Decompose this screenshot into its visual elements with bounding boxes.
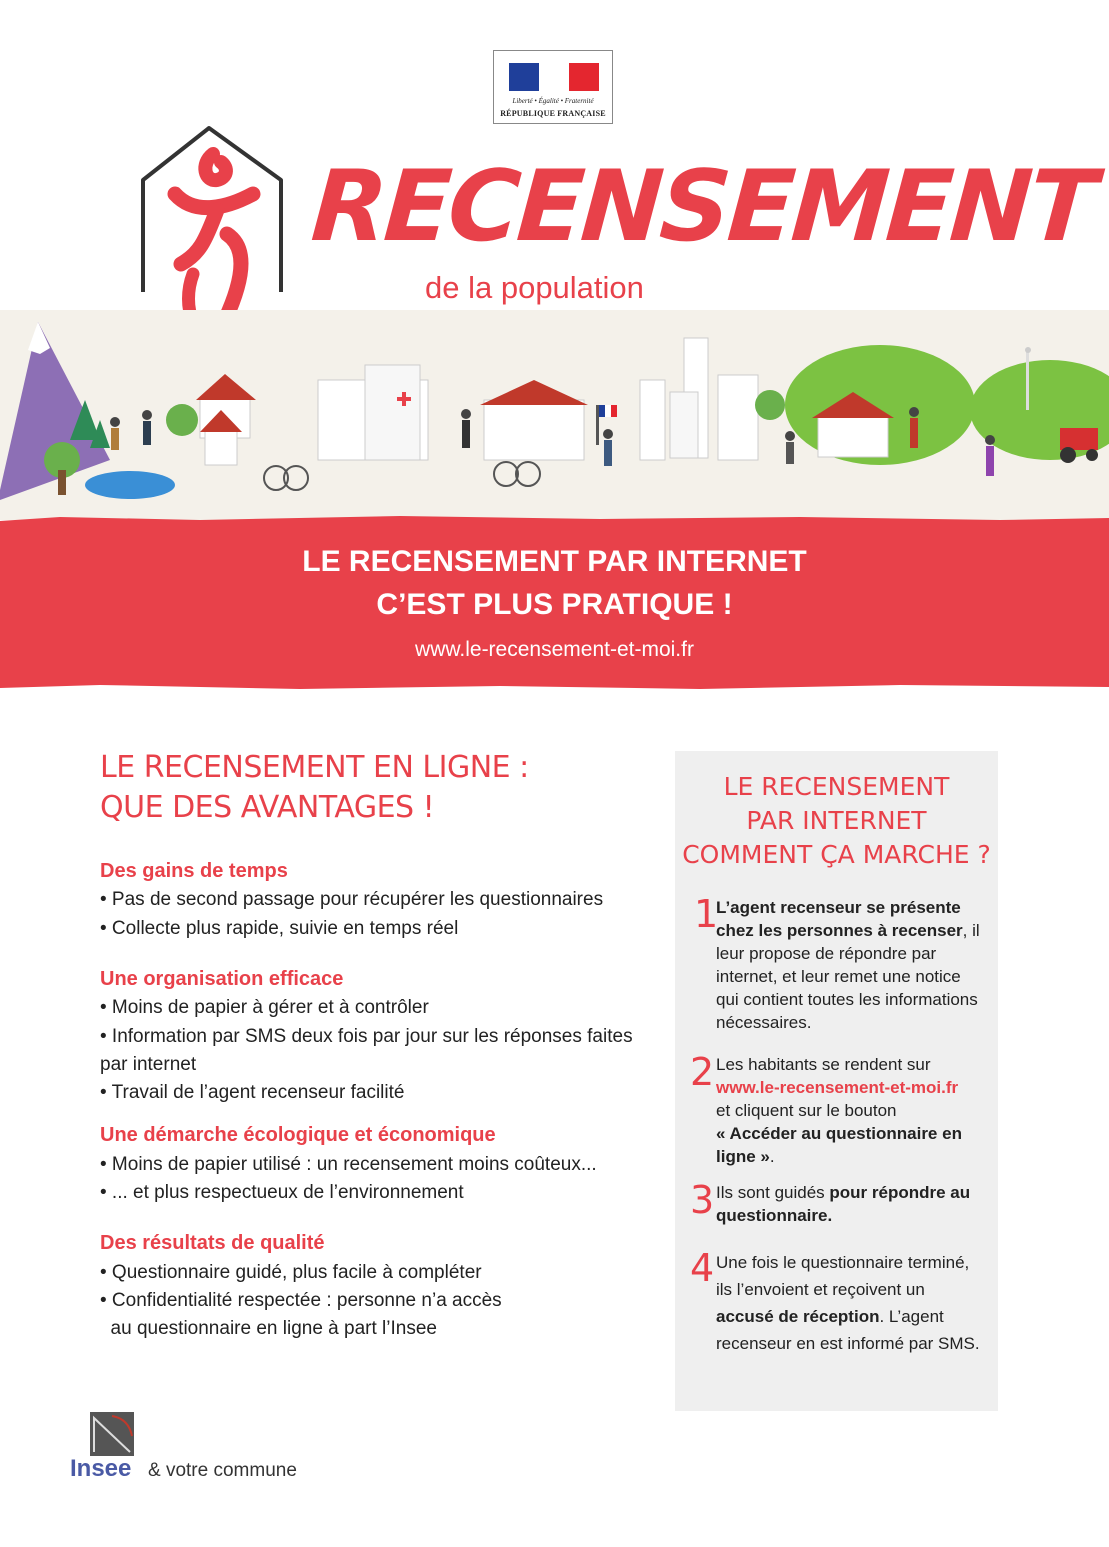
banner-url-link[interactable]: www.le-recensement-et-moi.fr (415, 638, 694, 661)
section-heading-ecology: Une démarche écologique et économique (100, 1124, 496, 1146)
step-text (716, 1181, 986, 1227)
step-number: 4 (690, 1246, 715, 1290)
bullet-item: au questionnaire en ligne à part l’Insee (100, 1318, 437, 1339)
village-illustration (0, 310, 1109, 520)
bullet-item: • ... et plus respectueux de l’environnement (100, 1182, 464, 1203)
bullet-item: • Travail de l’agent recenseur facilité (100, 1082, 405, 1103)
bullet-item: par internet (100, 1054, 197, 1075)
page-title: RECENSEMENT (308, 150, 1098, 264)
insee-commune-text: & votre commune (148, 1460, 297, 1481)
step-text (716, 1053, 986, 1168)
bullet-item: • Moins de papier utilisé : un recensement moins coûteux... (100, 1154, 597, 1175)
step-bold: « Accéder au questionnaire en ligne » (716, 1124, 962, 1166)
bullet-item: • Confidentialité respectée : personne n’a accès (100, 1290, 502, 1311)
step-pre: Les habitants se rendent sur (716, 1055, 931, 1074)
step-mid: et cliquent sur le bouton (716, 1101, 897, 1120)
republique-francaise-logo (493, 50, 613, 124)
step-text (716, 1249, 986, 1357)
step-bold: pour répondre au questionnaire. (716, 1183, 971, 1225)
step-post: . L’agent recenseur en est informé par SMS. (716, 1307, 980, 1353)
step-bold: accusé de réception (716, 1307, 880, 1326)
banner-headline-line2: C’EST PLUS PRATIQUE ! (376, 588, 733, 621)
step-rest: , il leur propose de répondre par internet, et leur remet une notice qui contient toutes les informations nécessaires. (716, 921, 980, 1032)
step-number: 3 (690, 1178, 715, 1222)
bullet-item: • Moins de papier à gérer et à contrôler (100, 997, 429, 1018)
page-subtitle: de la population (425, 270, 644, 305)
bullet-item: • Information par SMS deux fois par jour sur les réponses faites (100, 1026, 633, 1047)
bullet-item: • Pas de second passage pour récupérer les questionnaires (100, 889, 604, 910)
step-bold: L’agent recenseur se présente (716, 898, 961, 917)
advantages-title-line1: LE RECENSEMENT EN LIGNE : (100, 750, 529, 785)
advantages-title-line2: QUE DES AVANTAGES ! (100, 790, 435, 825)
step-bold: chez les personnes à recenser (716, 921, 963, 940)
rf-name: RÉPUBLIQUE FRANÇAISE (500, 109, 606, 118)
insee-name: Insee (70, 1455, 132, 1482)
step-number: 2 (690, 1050, 715, 1094)
step-number: 1 (694, 892, 719, 936)
how-it-works-title (675, 770, 998, 872)
insee-logo-icon (90, 1412, 134, 1456)
marianne-flag-icon (509, 63, 599, 91)
how-title-line2: PAR INTERNET (746, 806, 927, 835)
bullet-item: • Questionnaire guidé, plus facile à compléter (100, 1262, 482, 1283)
section-heading-quality: Des résultats de qualité (100, 1232, 325, 1254)
house-figure-logo-icon (135, 124, 285, 324)
rf-motto: Liberté • Égalité • Fraternité (512, 97, 594, 105)
step-pre: Ils sont guidés (716, 1183, 830, 1202)
step-text (716, 896, 986, 1034)
how-title-line3: COMMENT ÇA MARCHE ? (682, 840, 991, 869)
banner-headline-line1: LE RECENSEMENT PAR INTERNET (302, 545, 807, 578)
bullet-item: • Collecte plus rapide, suivie en temps réel (100, 918, 459, 939)
step-pre: Une fois le questionnaire terminé, ils l’envoient et reçoivent un (716, 1253, 970, 1299)
section-heading-time: Des gains de temps (100, 860, 288, 882)
advantages-title (100, 748, 600, 828)
step-url-link[interactable]: www.le-recensement-et-moi.fr (716, 1078, 959, 1097)
how-title-line1: LE RECENSEMENT (723, 772, 950, 801)
section-heading-organisation: Une organisation efficace (100, 968, 344, 990)
step-post: . (769, 1147, 775, 1166)
